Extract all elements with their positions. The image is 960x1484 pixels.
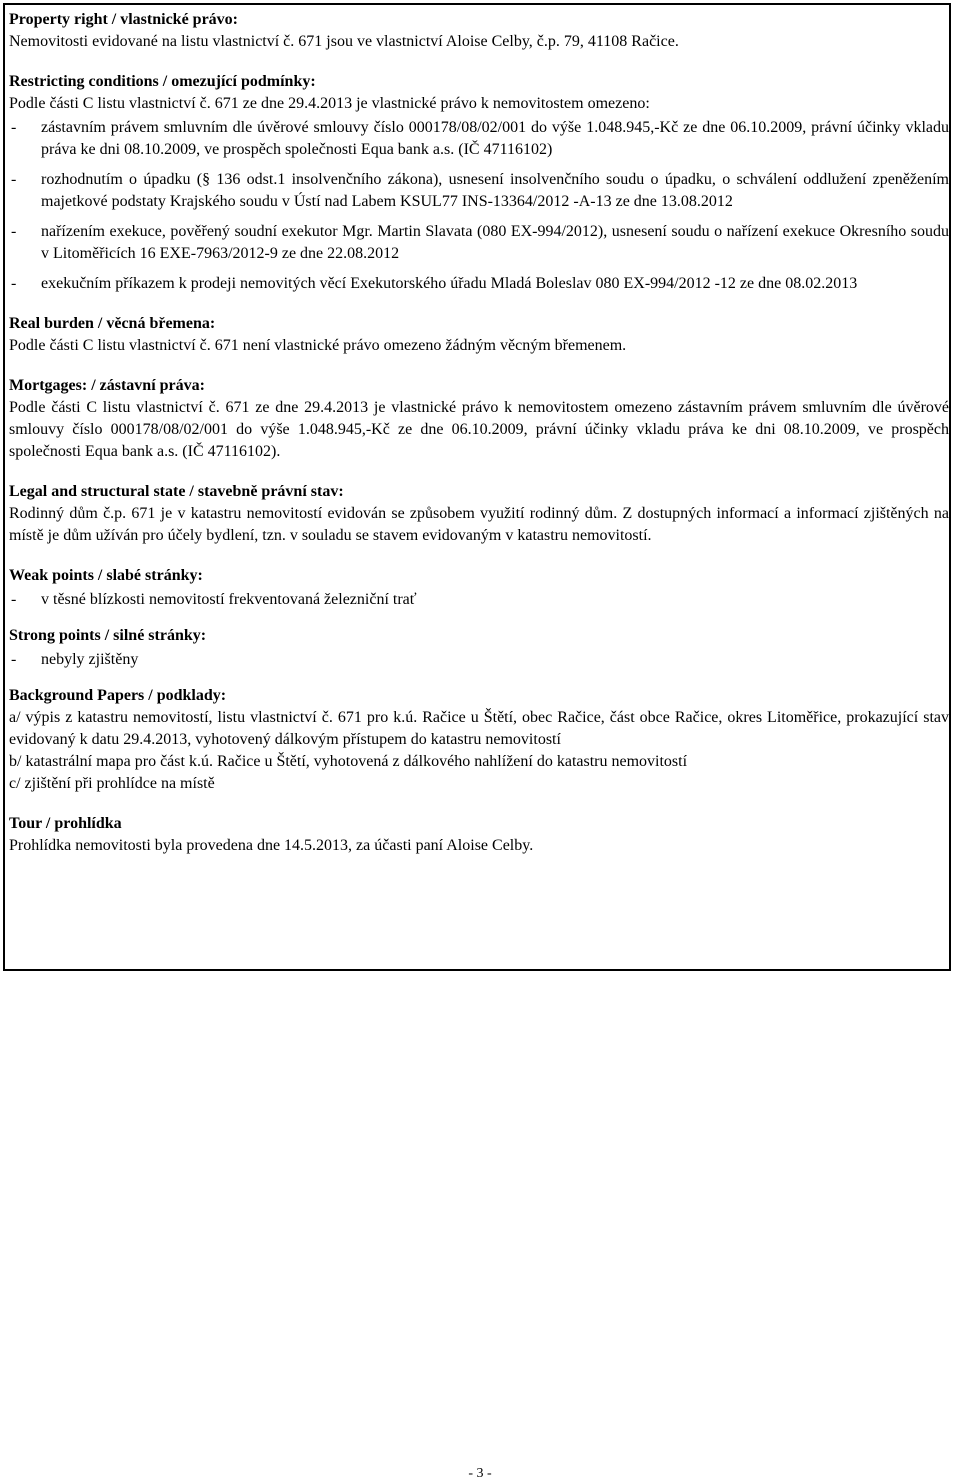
section-mortgages [9, 375, 949, 463]
list-item [9, 589, 949, 611]
section-heading: Background Papers / podklady: [9, 687, 227, 704]
list-item-text: nařízením exekuce, pověřený soudní exekutor Mgr. Martin Slavata (080 EX-994/2012), usnesení soudu o nařízení exekuce Okresního soudu v Litoměřicích 16 EXE-7963/2012-9 ze dne 22.08.2012 [41, 223, 949, 262]
dash-marker: - [11, 171, 17, 188]
section-heading: Mortgages: / zástavní práva: [9, 377, 205, 394]
section-heading: Weak points / slabé stránky: [9, 567, 203, 584]
dash-marker: - [11, 651, 17, 668]
section-heading: Restricting conditions / omezující podmínky: [9, 73, 316, 90]
list-item-text: exekučním příkazem k prodeji nemovitých věcí Exekutorského úřadu Mladá Boleslav 080 EX-994/2012 -12 ze dne 08.02.2013 [41, 275, 858, 292]
section-real-burden [9, 313, 949, 357]
restriction-list [9, 117, 949, 295]
background-line: c/ zjištění při prohlídce na místě [9, 775, 215, 792]
dash-marker: - [11, 275, 17, 292]
list-item-text: nebyly zjištěny [41, 651, 139, 668]
dash-marker: - [11, 119, 17, 136]
section-heading: Tour / prohlídka [9, 815, 122, 832]
section-heading: Strong points / silné stránky: [9, 627, 207, 644]
section-text: Podle části C listu vlastnictví č. 671 není vlastnické právo omezeno žádným věcným břemenem. [9, 337, 627, 354]
list-item [9, 273, 949, 295]
section-text: Prohlídka nemovitosti byla provedena dne 14.5.2013, za účasti paní Aloise Celby. [9, 837, 534, 854]
background-lines [9, 707, 949, 795]
list-item [9, 221, 949, 265]
section-heading: Property right / vlastnické právo: [9, 11, 239, 28]
section-tour [9, 813, 949, 857]
section-restricting-conditions [9, 71, 949, 295]
section-text: Nemovitosti evidované na listu vlastnictví č. 671 jsou ve vlastnictví Aloise Celby, č.p. 79, 41108 Račice. [9, 33, 679, 50]
page-number: - 3 - [468, 1466, 492, 1481]
section-text: Podle části C listu vlastnictví č. 671 ze dne 29.4.2013 je vlastnické právo k nemovitostem omezeno: [9, 95, 650, 112]
list-item [9, 649, 949, 671]
list-item [9, 169, 949, 213]
list-item [9, 117, 949, 161]
section-weak-points [9, 565, 949, 611]
section-strong-points [9, 625, 949, 671]
section-background-papers [9, 685, 949, 795]
section-text: Podle části C listu vlastnictví č. 671 ze dne 29.4.2013 je vlastnické právo k nemovitostem omezeno zástavním právem smluvním dle úvěrové smlouvy číslo 000178/08/02/001 do výše 1.048.945,-Kč ze dne 06.10.2009, právní účinky vkladu práva ke dni 08.10.2009, ve prospěch společnosti Equa bank a.s. (IČ 47116102). [9, 399, 949, 460]
weak-points-list [9, 589, 949, 611]
background-line: b/ katastrální mapa pro část k.ú. Račice u Štětí, vyhotovená z dálkového nahlížení do katastru nemovitostí [9, 753, 688, 770]
section-text: Rodinný dům č.p. 671 je v katastru nemovitostí evidován se způsobem využití rodinný dům. Z dostupných informací a informací zjištěných na místě je dům užíván pro účely bydlení, tzn. v souladu se stavem evidovaným v katastru nemovitostí. [9, 505, 949, 544]
strong-points-list [9, 649, 949, 671]
dash-marker: - [11, 223, 17, 240]
background-line: a/ výpis z katastru nemovitostí, listu vlastnictví č. 671 pro k.ú. Račice u Štětí, obec Račice, část obce Račice, okres Litoměřice, prokazující stav evidovaný k datu 29.4.2013, vyhotovený dálkovým přístupem do katastru nemovitostí [9, 709, 949, 748]
section-heading: Legal and structural state / stavebně právní stav: [9, 483, 344, 500]
list-item-text: rozhodnutím o úpadku (§ 136 odst.1 insolvenčního zákona), usnesení insolvenčního soudu o úpadku, o schválení oddlužení zpeněžením majetkové podstaty Krajského soudu v Ústí nad Labem KSUL77 INS-13364/2012 -A-13 ze dne 13.08.2012 [41, 171, 949, 210]
list-item-text: zástavním právem smluvním dle úvěrové smlouvy číslo 000178/08/02/001 do výše 1.048.945,-Kč ze dne 06.10.2009, právní účinky vkladu práva ke dni 08.10.2009, ve prospěch společnosti Equa bank a.s. (IČ 47116102) [41, 119, 949, 158]
list-item-text: v těsné blízkosti nemovitostí frekventovaná železniční trať [41, 591, 417, 608]
section-heading: Real burden / věcná břemena: [9, 315, 216, 332]
section-legal-state [9, 481, 949, 547]
dash-marker: - [11, 591, 17, 608]
section-property-right [9, 9, 949, 53]
document-content [9, 9, 949, 875]
